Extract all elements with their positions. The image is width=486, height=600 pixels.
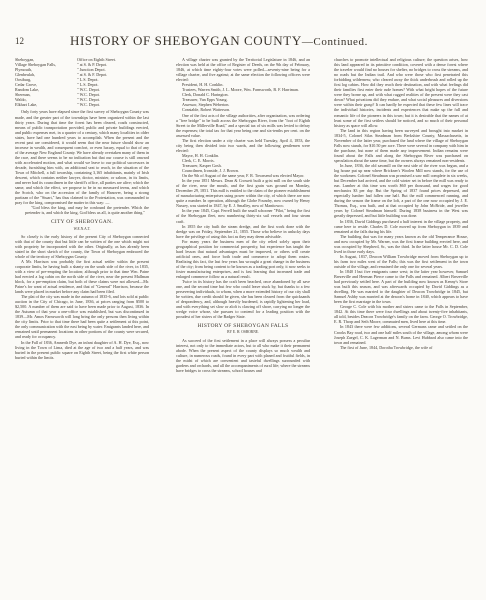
paragraph: In 1840 I but five emigrants came west; in the latter year however, Samuel Brezeville and Herman Pierce came to the Falls and remained. Albert Brezeville had previously settled here. A part of the building now known as Kenny's Store was built this season, and was afterwards occupied by David Giddings as a dwelling. He was married to the daughter of Deacon Trowbridge in 1845, but Samuel Ashby was married at the deacon's home in 1840, which appears to have been the first marriage in the town. bbox=[334, 268, 468, 305]
title-continued: —Continued. bbox=[301, 36, 368, 48]
text-column-1 bbox=[15, 57, 149, 360]
post-office-location: " W.C. Depot. bbox=[77, 87, 100, 93]
page-header bbox=[0, 0, 486, 52]
paragraph: A Mr. Harrison was probably the first actual settler within the present corporate limits, he having built a shanty on the south side of the river, in 1835, with a view of pre-empting the location; although prior to that time Wm. Paine had erected a log cabin on the north side of the river, near the present Mallman block, for a pre-emption claim, but both of these claims were not allowed—Mr. Paine's for want of actual residence, and that of "General" Harrison, because the lands were placed in market before any claim had been filed. bbox=[15, 258, 149, 295]
paragraph: In June, 1836, the old sawmill on the east side of the river was begun, and a log house put up near where Brickner's Woolen Mill now stands, for the use of the workmen. Colonel Steadman was promised a saw mill complete in six weeks, but December had arrived, and the cold winter set in before the mill was ready to run. Lumber at this time was worth $60 per thousand, and wages for good mechanics $3 per day. But the Spring of 1837 found prices depressed, and especially lumber had fallen one half. But the mill commenced running, and during the season the frame on the loft, a part of the one now occupied by J. E. Thomas, Esq., was built, and at that occupied by John McBride, and jeweller years by Colonel Steadman himself. During 1838 business in the West was greatly depressed, and but little building was done. bbox=[334, 162, 468, 219]
paragraph: In the year 1851 Messrs. Dean & Crossett built a grist mill on the south side of the river, near the mouth, and the first grain was ground on Monday, December 29, 1851. This mill is entitled to the claim of the pioneer establishment of manufacturing enterprises using power within the city, of which there are now quite a number. In operation, although the Globe Foundry, now owned by Henry Nussey, was started in 1847, by E. J. Smalley, now of Manitowoc. bbox=[176, 178, 310, 209]
officer-line: President, H. H. Conklin. bbox=[182, 82, 224, 88]
officer-line: Assessor, Stephen Weberton. bbox=[182, 102, 230, 108]
section-byline: BY E. H. OSBORNE. bbox=[227, 330, 259, 335]
paragraph: The first of June, 1844, Dorotha Trowbridge, the wife of bbox=[340, 344, 433, 350]
post-office-name: Sheboygan, bbox=[15, 57, 35, 62]
paragraph: The building that was for many years known as the old Temperance House, and now occupied by Mr. Warner, was the first frame building erected here, and was occupied by Shepherd, Sr., was the third. In the latter house Mr. C. D. Cole lived in those early days. bbox=[334, 233, 468, 254]
post-office-row bbox=[15, 102, 149, 107]
post-office-location: " at S. & F. Depot. bbox=[77, 72, 108, 78]
paragraph: One of the first acts of the village authorities, after organization, was ordering a "free bridge" to be built across the Sheboygan River, from the "foot of Eighth Street to the Millerville Road," and a special tax of six mills was levied to defray the expenses; the total tax for that year being one and six-tenths per cent. on the assessed value. bbox=[176, 112, 310, 138]
paragraph: As succeed of the first settlement in a place will always possess a peculiar interest, not only to the immediate actors, but to all who make it their permanent abode. When the present aspect of the county displays so much wealth and culture, in numerous roads, found in every part with planed and fruitful fields, in the midst of which are convenient and tasteful dwellings surrounded with gardens and orchards, and all the accompaniments of rural life; where the streams have bridges to cross the streams, school houses and bbox=[176, 337, 310, 373]
officer-line: Mayor, H. H. Conklin. bbox=[182, 152, 220, 158]
post-office-name: Village Sheboygan Falls, bbox=[15, 62, 57, 68]
paragraph: churches to promote intellectual and religious culture; the question arises, how this land appeared in its primitive condition, covered with a dense forest where the traveler would find no houses for shelter, no bridges to cross the streams, and no roads but the Indian trail. And who were those who first penetrated this forbidding wilderness; who cleared away the thick underbrush and rolled up the first log cabins. How did they reach their destination, and with what feelings did their families first enter their rude homes? With what bright hopes of the future were they borne up, and with what rugged realities of the present were they cast down? What privations did they endure, and what social pleasures and diversions were within their grasp? It can hardly be expected that these few lines will trace the individual histories, incidents and experiences that make up the full and romantic life of the pioneers in this town; but it is desirable that the names of at least some of the first settlers should be noticed, and so much of their personal history as space will allow. bbox=[334, 57, 468, 128]
page-title bbox=[70, 33, 486, 49]
post-office-name: Sherman, bbox=[15, 92, 31, 98]
officer-line: Clerk, Donald C. Harington. bbox=[182, 92, 229, 98]
officer-line: Clerk, C. E. Morris. bbox=[182, 157, 215, 163]
post-office-location: " W.C. Depot. bbox=[77, 102, 100, 108]
post-office-location: " L.S. Depot. bbox=[77, 77, 99, 83]
paragraph: Twice in its history has the craft been beached, once abandoned by all save one, and the second time but few who could leave stuck by, but thanks to a few persevering individuals, to whom, when a more extended history of our city shall be written, due credit should be given, she has been cleared from the quicksands of despondency, and, although heavily burdened, is rapidly lightening her load, and with everything set slow or aloft is clawing off shore, carrying no longer the wedge voice whose, she pursues to contend for a leading position with the proudest of her sisters of the Badger State. bbox=[176, 279, 310, 320]
officer-line: Constable, Robert Watterson. bbox=[182, 107, 231, 113]
officer-line: Treasurer, Van Epps Young. bbox=[182, 97, 228, 103]
post-office-name: Random Lake, bbox=[15, 87, 40, 93]
paragraph: Only forty years have elapsed since the first survey of Sheboygan County was made, and the greater part of the townships have been organized within the last thirty years. During that time the forest has been cleared, roads constructed, means of public transportation provided, public and private buildings erected, and public expenses met, in a quarter of a century, which many localities in older states, have had one hundred years to accomplish. When the present and the recent past are considered, it would seem that the near future should show an increase in wealth, and consequent comfort, or even luxury, equal to that of any of the average New England County. We have already overtaken many of them in the race, and there seems to be no indication but that our course is still onward with accelerated motion, and what would we leave to our political successors in decade, furnishing him with, an additional seat to reach, in the situation of the Town of Mitchell, a full township, containing 3,165 inhabitants, mainly of Irish descent, which contains neither lawyer, doctor, minister, or saloon, in its limits, and never had its councilmen in the sheriff's office, all parties are alive; which the same, and which the effect, we propose to be in no measured terms, and which the Scotch, who on the accession of the family of Hanover, being a strong partizan of the "Stuart," has thus claimed to the Protestation, was commanded to pray for the king, compromised the matter in this way: — bbox=[15, 109, 150, 206]
paragraph: George C. Cole with his mother and sisters came to the Falls in September, 1842. At this time there were four dwellings and about twenty-five inhabitants, all told, besides Deacon Trowbridge's family on the farm. George O. Trowbridge, E. R. Thorp and Seth Moore, commuted men, lived here at this time. bbox=[334, 304, 468, 325]
officer-line: Councilmen, Ironside, J. J. Brown. bbox=[182, 168, 239, 174]
paragraph: In 1836, David Giddings purchased a half interest in the village property, and came here to reside. Charles D. Cole moved up from Sheboygan in 1839 and remained at the falls during his life. bbox=[334, 218, 468, 234]
paragraph: In the year 1845, Capt. Ferrell built the small schooner "Pilot," being the first of the Sheboygan fleet, now numbering thirty-six sail vessels and four steam craft. bbox=[176, 208, 310, 224]
quote: "God bless the king, and may he confound the pretender. Which the pretender is, and which the king, God bless us all, is quite another thing." bbox=[25, 205, 149, 216]
paragraph: In 1855 the city built the steam dredge, and the first work done with the dredge was on Friday, September 21, 1855. Those who believe in unlucky days have the privilege of using this fact as they may deem advisable. bbox=[176, 223, 310, 239]
post-office-location: " W.C. Depot. bbox=[77, 92, 100, 98]
paragraph: A village charter was granted by the Territorial Legislature in 1846, and an election was held at the office of Register of Deeds, on the 9th day of February, 1846, at which time eighty-four votes were polled—seventy-nine being for a village charter, and five against; at the same election the following officers were elected: bbox=[176, 57, 310, 83]
post-office-location: " W.C. Depot. bbox=[77, 97, 100, 103]
post-office-name: Elkhart Lake, bbox=[15, 102, 38, 108]
section-heading-falls: HISTORY OF SHEBOYGAN FALLS bbox=[197, 323, 289, 330]
officer-line: Trustees, Warren Smith, J. L. Moore, Wm. Farnsworth, B. F. Harriman. bbox=[182, 87, 299, 93]
paragraph: In August, 1837, Deacon William Trowbridge moved from Sheboygan up to his farm two miles west of the Falls; this was the first settlement in the town outside of the village, and remained the only one for several years. bbox=[334, 253, 468, 269]
paragraph: In the Fall of 1836, Amnerth Dye, an infant daughter of A. H. Dye, Esq., now living in the Town of Lima, died at the age of two and a half years, and was buried in the present public square on Eighth Street, being the first white person buried within the limits. bbox=[15, 339, 149, 360]
post-office-name: Glenbeulah, bbox=[15, 72, 35, 78]
paragraph: For many years the business men of the city relied solely upon their geographical position for commercial prosperity, but experience has taught the hard lesson that natural advantages must be improved, or others will create artificial ones, and force both trade and commerce to adopt them routes. Realizing this fact, the last few years has wrought a great change in the business of the city; from being content to be known as a trading port only, it now seeks to foster manufacturing enterprises, and is fast learning that increased trade and enlarged commerce follow as a natural result. bbox=[176, 238, 310, 280]
page-number: 12 bbox=[15, 36, 24, 46]
paragraph: So closely is the early history of the present City of Sheboygan connected with that of the county that but little can be written of the one which might not with propriety be incorporated with the other. Originally, as has already been stated in the short sketch of the county, the Town of Sheboygan embraced the whole of the territory of Sheboygan County. bbox=[15, 233, 149, 259]
paragraph: On the 9th of August of the same year, F. R. Townsend was elected Mayor. bbox=[182, 173, 305, 179]
section-subheading: W.E.N.A.T. bbox=[73, 226, 91, 231]
post-office-location: Office on Eighth Street. bbox=[77, 57, 117, 62]
officer-line: Treasurer, Kasper Gosh. bbox=[182, 162, 222, 168]
paragraph: The first election under a city charter was held Tuesday, April 4, 1853, the city being then divided into two wards, and the following gentlemen were elected: bbox=[176, 137, 310, 153]
post-office-location: " L.S. Depot. bbox=[77, 82, 99, 88]
post-office-name: Oostburg, bbox=[15, 77, 32, 83]
post-office-name: Cedar Grove, bbox=[15, 82, 38, 88]
paragraph: The land in this region having been surveyed and brought into market in 1834-5, Colonel Silas Steadman from Berkshire County, Massachusetts, in November of the latter year, purchased the land where the village of Sheboygan Falls now stands, for $10.50 per acre. There were several in company with him in the purchase, but none of them made any improvement. Indian remains were found about the Falls and along the Sheboygan River was purchased on speculation about the same time, but the owners always remained non-residents. bbox=[334, 127, 468, 163]
title-main: HISTORY OF SHEBOYGAN COUNTY bbox=[70, 33, 302, 48]
text-column-2 bbox=[176, 57, 310, 373]
post-office-list bbox=[15, 57, 149, 107]
post-office-name: Waldo, bbox=[15, 97, 27, 103]
post-office-location: " Junction Depot. bbox=[77, 67, 106, 73]
text-column-3 bbox=[334, 57, 468, 350]
paragraph: The plat of the city was made in the autumn of 1835-6, and lots sold at public auction in the City of Chicago, in June, 1836, at prices ranging from $500 to $2,500. A number of them are said to have been made prior to August, 1836. In the Autumn of that year a one-office was established, but was discontinued in 1839—Mr. Amos Farnsworth will long bring the only persons then living within the city limits. Prior to that time there had been quite a settlement at this point, the only communication with the east being by water. Emigrants landed here, and remained until permanent locations in other portions of the county were secured, and ready for occupancy. bbox=[15, 294, 149, 340]
post-office-name: Plymouth, bbox=[15, 67, 32, 73]
paragraph: In 1843 there were few additions, several Germans came and settled on the Crooks Bay road, two and one half miles south of the village, among whom were Joseph Zaegel, C. K. Lagerman and N. Bums. Levi Hubbard also came into the town and remained. bbox=[334, 324, 468, 345]
section-heading-city: CITY OF SHEBOYGAN. bbox=[51, 219, 113, 226]
post-office-location: " at S. & P. Depot. bbox=[77, 62, 108, 68]
